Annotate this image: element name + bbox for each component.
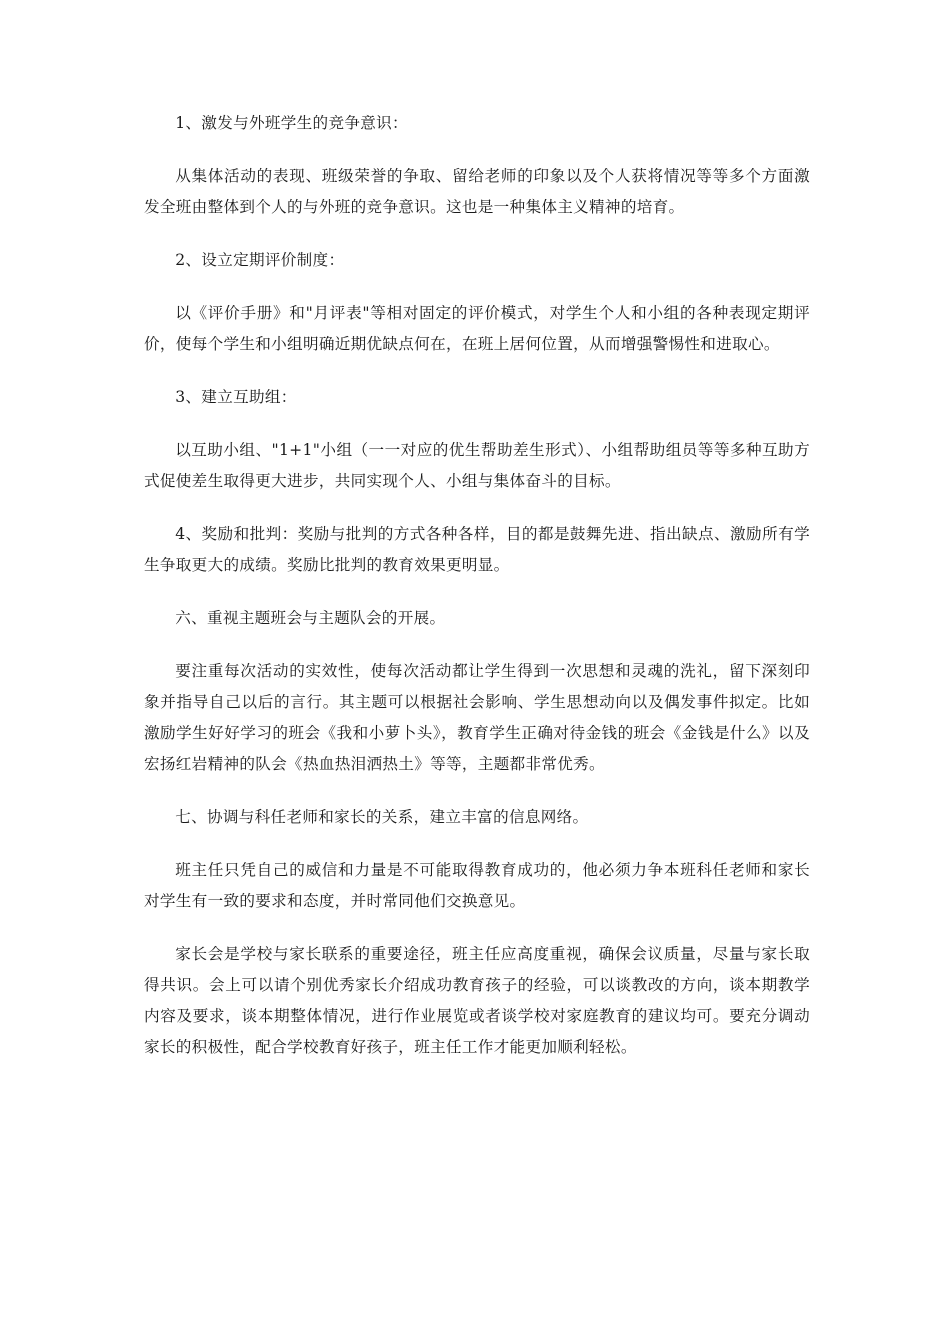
- section-heading-evaluation: 2、设立定期评价制度：: [175, 251, 345, 269]
- paragraph-theme-meetings: 要注重每次活动的实效性，使每次活动都让学生得到一次思想和灵魂的洗礼，留下深刻印象并指导自己以后的言行。其主题可以根据社会影响、学生思想动向以及偶发事件拟定。比如激励学生好好学习的班会《我和小萝卜头》，教育学生正确对待金钱的班会《金钱是什么》以及宏扬红岩精神的队会《热血热泪洒热土》等等，主题都非常优秀。: [144, 662, 810, 773]
- section-heading-competition: 1、激发与外班学生的竞争意识：: [175, 114, 408, 132]
- paragraph-reward-criticism: 4、奖励和批判：奖励与批判的方式各种各样，目的都是鼓舞先进、指出缺点、激励所有学生争取更大的成绩。奖励比批判的教育效果更明显。: [144, 525, 810, 574]
- section-heading-mutual-aid: 3、建立互助组：: [175, 388, 297, 406]
- section-heading-coordination: 七、协调与科任老师和家长的关系，建立丰富的信息网络。: [175, 808, 589, 826]
- paragraph-mutual-aid: 以互助小组、"1+1"小组（一一对应的优生帮助差生形式）、小组帮助组员等等多种互助方式促使差生取得更大进步，共同实现个人、小组与集体奋斗的目标。: [144, 441, 810, 490]
- paragraph-coordination: 班主任只凭自己的威信和力量是不可能取得教育成功的，他必须力争本班科任老师和家长对学生有一致的要求和态度，并时常同他们交换意见。: [144, 861, 810, 910]
- paragraph-parent-meeting: 家长会是学校与家长联系的重要途径，班主任应高度重视，确保会议质量，尽量与家长取得共识。会上可以请个别优秀家长介绍成功教育孩子的经验，可以谈教改的方向，谈本期教学内容及要求，谈本期整体情况，进行作业展览或者谈学校对家庭教育的建议均可。要充分调动家长的积极性，配合学校教育好孩子，班主任工作才能更加顺利轻松。: [144, 945, 810, 1056]
- section-heading-theme-meetings: 六、重视主题班会与主题队会的开展。: [175, 609, 446, 627]
- paragraph-evaluation: 以《评价手册》和"月评表"等相对固定的评价模式，对学生个人和小组的各种表现定期评价，使每个学生和小组明确近期优缺点何在，在班上居何位置，从而增强警惕性和进取心。: [144, 304, 810, 353]
- document-body: [144, 108, 810, 1085]
- paragraph-competition: 从集体活动的表现、班级荣誉的争取、留给老师的印象以及个人获将情况等等多个方面激发全班由整体到个人的与外班的竞争意识。这也是一种集体主义精神的培育。: [144, 167, 810, 216]
